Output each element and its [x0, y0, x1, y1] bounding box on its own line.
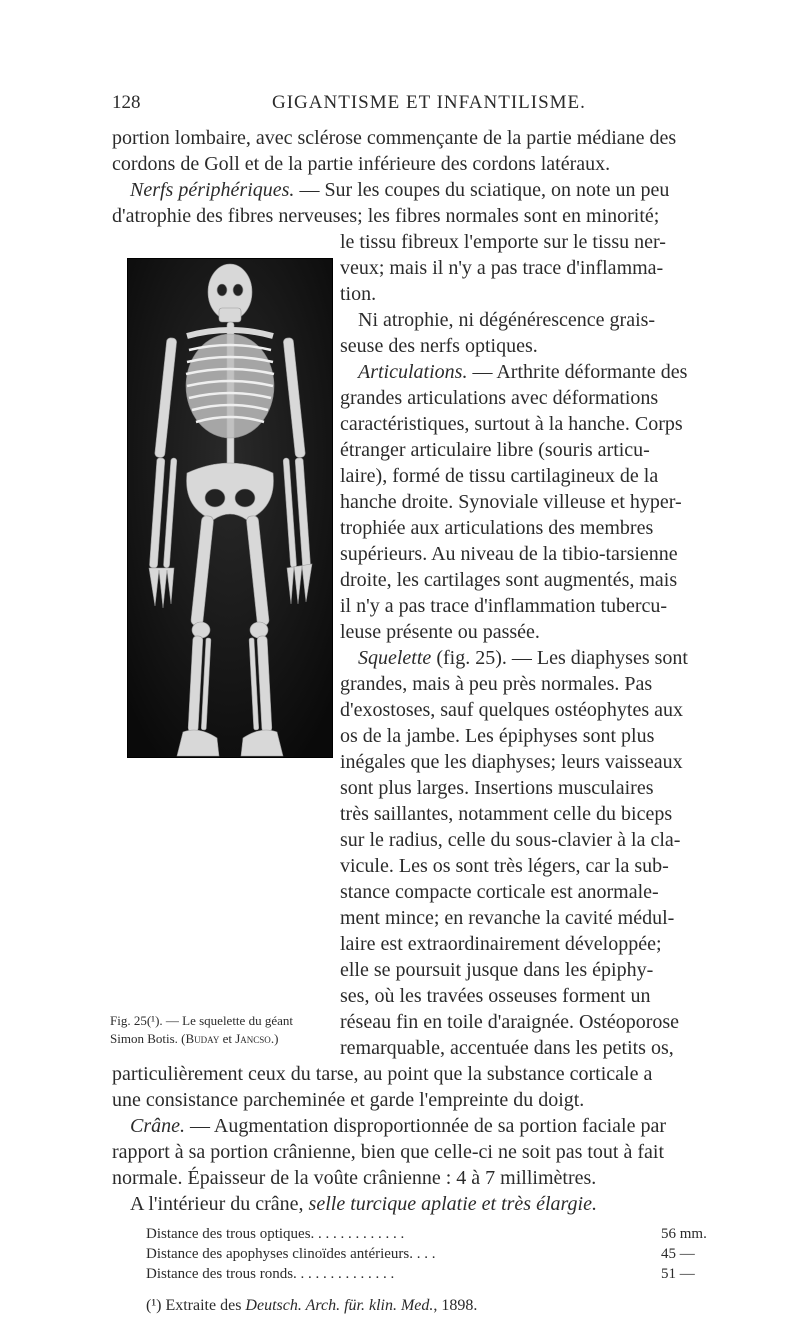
text-line: laire est extraordinairement développée;	[340, 933, 662, 955]
text-line: A l'intérieur du crâne, selle turcique aplatie et très élargie.	[130, 1193, 597, 1215]
page-number: 128	[112, 92, 141, 113]
text-line: os de la jambe. Les épiphyses sont plus	[340, 725, 655, 747]
text-line: d'atrophie des fibres nerveuses; les fibres normales sont en minorité;	[112, 205, 660, 227]
text-line: droite, les cartilages sont augmentés, mais	[340, 569, 678, 591]
text-line: cordons de Goll et de la partie inférieure des cordons latéraux.	[112, 153, 611, 175]
figure-caption-line1: Fig. 25(¹). — Le squelette du géant	[110, 1013, 293, 1028]
figure-caption-line2: Simon Botis. (Buday et Jancso.)	[110, 1031, 279, 1046]
section-heading: Squelette	[358, 647, 432, 669]
text-line: laire), formé de tissu cartilagineux de la	[340, 465, 659, 487]
page-header	[112, 92, 740, 118]
text-line: trophiée aux articulations des membres	[340, 517, 654, 539]
text-line: ses, où les travées osseuses forment un	[340, 985, 651, 1007]
text-line: veux; mais il n'y a pas trace d'inflamma-	[340, 257, 664, 279]
text-line: vicule. Les os sont très légers, car la sub-	[340, 855, 669, 877]
text-line: leuse présente ou passée.	[340, 621, 540, 643]
text-line: remarquable, accentuée dans les petits os,	[340, 1037, 674, 1059]
section-heading: Nerfs périphériques.	[130, 179, 295, 201]
text-line: seuse des nerfs optiques.	[340, 335, 538, 357]
section-heading: Articulations.	[358, 361, 468, 383]
text-line: caractéristiques, surtout à la hanche. Corps	[340, 413, 683, 435]
text-line: étranger articulaire libre (souris articu-	[340, 439, 650, 461]
text-line: tion.	[340, 283, 377, 305]
text-line: elle se poursuit jusque dans les épiphy-	[340, 959, 654, 981]
text-line: une consistance parcheminée et garde l'empreinte du doigt.	[112, 1089, 585, 1111]
running-title: GIGANTISME ET INFANTILISME.	[272, 92, 586, 113]
table-row: Distance des apophyses clinoïdes antérieurs. . . . 45 —	[146, 1246, 695, 1262]
skeleton-illustration	[127, 258, 333, 758]
skeleton-figure	[127, 258, 333, 758]
text-line: très saillantes, notamment celle du biceps	[340, 803, 673, 825]
text-line: sont plus larges. Insertions musculaires	[340, 777, 654, 799]
text-line: grandes articulations avec déformations	[340, 387, 659, 409]
text-line: normale. Épaisseur de la voûte crânienne : 4 à 7 millimètres.	[112, 1167, 597, 1189]
text-line: Crâne. — Augmentation disproportionnée de sa portion faciale par	[130, 1115, 666, 1137]
table-row: Distance des trous ronds. . . . . . . . . . . . . . 51 —	[146, 1266, 695, 1282]
text-line: réseau fin en toile d'araignée. Ostéoporose	[340, 1011, 680, 1033]
text-line: supérieurs. Au niveau de la tibio-tarsienne	[340, 543, 678, 565]
text-line: portion lombaire, avec sclérose commençante de la partie médiane des	[112, 127, 677, 149]
text-line: d'exostoses, sauf quelques ostéophytes aux	[340, 699, 683, 721]
text-line: grandes, mais à peu près normales. Pas	[340, 673, 653, 695]
text-line: sur le radius, celle du sous-clavier à la cla-	[340, 829, 681, 851]
text-line: le tissu fibreux l'emporte sur le tissu ner-	[340, 231, 666, 253]
text-line: Nerfs périphériques. — Sur les coupes du sciatique, on note un peu	[130, 179, 670, 201]
text-line: stance compacte corticale est anormale-	[340, 881, 659, 903]
text-line: Squelette (fig. 25). — Les diaphyses sont	[358, 647, 688, 669]
table-row: Distance des trous optiques. . . . . . . . . . . . . 56 mm.	[146, 1226, 707, 1242]
text-line: Articulations. — Arthrite déformante des	[358, 361, 688, 383]
text-line: il n'y a pas trace d'inflammation tubercu-	[340, 595, 668, 617]
text-line: particulièrement ceux du tarse, au point que la substance corticale a	[112, 1063, 653, 1085]
text-line: ment mince; en revanche la cavité médul-	[340, 907, 675, 929]
text-line: Ni atrophie, ni dégénérescence grais-	[358, 309, 656, 331]
text-line: hanche droite. Synoviale villeuse et hyper-	[340, 491, 682, 513]
footnote: (¹) Extraite des Deutsch. Arch. für. klin. Med., 1898.	[146, 1297, 478, 1314]
section-heading: Crâne.	[130, 1115, 185, 1137]
text-line: inégales que les diaphyses; leurs vaisseaux	[340, 751, 683, 773]
text-line: rapport à sa portion crânienne, bien que celle-ci ne soit pas tout à fait	[112, 1141, 665, 1163]
